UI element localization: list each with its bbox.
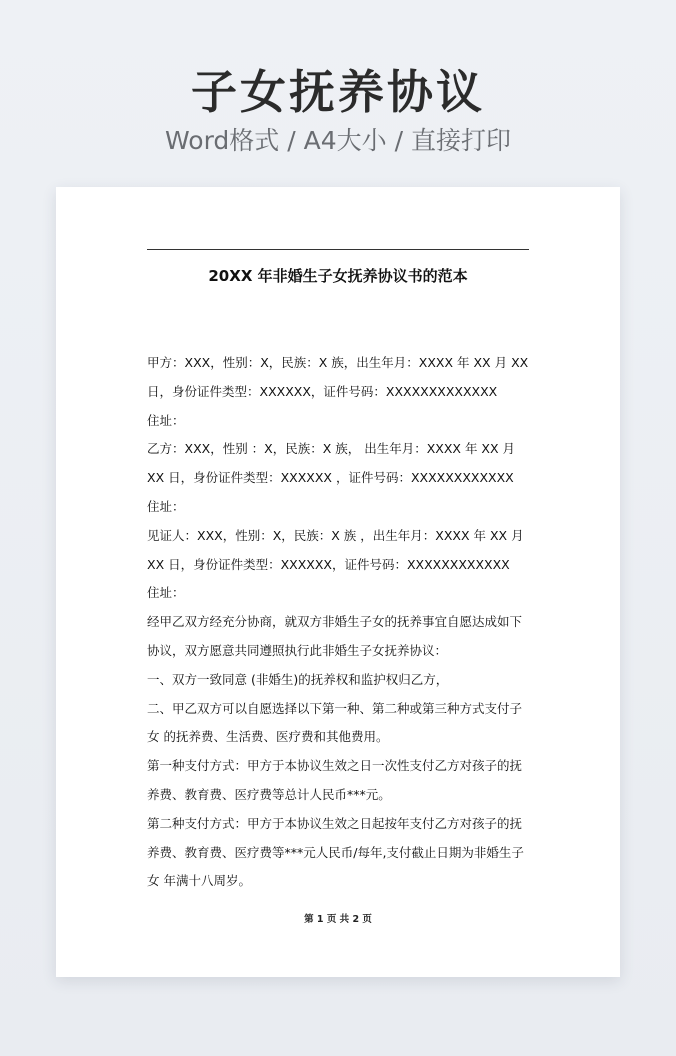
header-rule — [147, 249, 529, 250]
body-line: 女 年满十八周岁。 — [147, 873, 251, 889]
body-line: 住址： — [147, 498, 185, 514]
body-line: 经甲乙双方经充分协商，就双方非婚生子女的抚养事宜自愿达成如下 — [147, 614, 523, 630]
body-line: 乙方：XXX，性别 ：X，民族：X 族， 出生年月：XXXX 年 XX 月 — [147, 441, 516, 457]
body-line: 二、甲乙双方可以自愿选择以下第一种、第二种或第三种方式支付子 — [147, 700, 523, 716]
document-title: 20XX 年非婚生子女抚养协议书的范本 — [208, 267, 468, 285]
body-line: 甲方：XXX，性别：X，民族：X 族，出生年月：XXXX 年 XX 月 XX — [147, 355, 529, 370]
format-subtitle: Word格式 / A4大小 / 直接打印 — [165, 126, 511, 155]
body-line: 一、双方一致同意 (非婚生)的抚养权和监护权归乙方， — [147, 671, 449, 687]
body-line: 第一种支付方式：甲方于本协议生效之日一次性支付乙方对孩子的抚 — [147, 758, 523, 774]
page-number: 第 1 页 共 2 页 — [304, 914, 372, 925]
body-line: XX 日，身份证件类型：XXXXXX，证件号码：XXXXXXXXXXXX — [147, 556, 510, 572]
body-line: XX 日，身份证件类型：XXXXXX ，证件号码：XXXXXXXXXXXX — [147, 470, 514, 486]
body-line: 养费、教育费、医疗费等***元人民币/每年,支付截止日期为非婚生子 — [147, 844, 524, 860]
document-body — [147, 349, 533, 896]
body-line: 养费、教育费、医疗费等总计人民币***元。 — [147, 786, 391, 802]
body-line: 见证人：XXX，性别：X，民族：X 族 ，出生年月：XXXX 年 XX 月 — [147, 527, 524, 543]
body-line: 第二种支付方式：甲方于本协议生效之日起按年支付乙方对孩子的抚 — [147, 815, 523, 831]
body-line: 日，身份证件类型：XXXXXX，证件号码：XXXXXXXXXXXXX — [147, 383, 498, 399]
header-banner — [0, 64, 676, 158]
body-line: 住址： — [147, 585, 185, 601]
main-title: 子女抚养协议 — [191, 65, 485, 119]
body-line: 女 的抚养费、生活费、医疗费和其他费用。 — [147, 729, 389, 745]
body-line: 住址： — [147, 412, 185, 428]
document-page — [56, 187, 620, 977]
body-line: 协议，双方愿意共同遵照执行此非婚生子女抚养协议： — [147, 642, 448, 658]
